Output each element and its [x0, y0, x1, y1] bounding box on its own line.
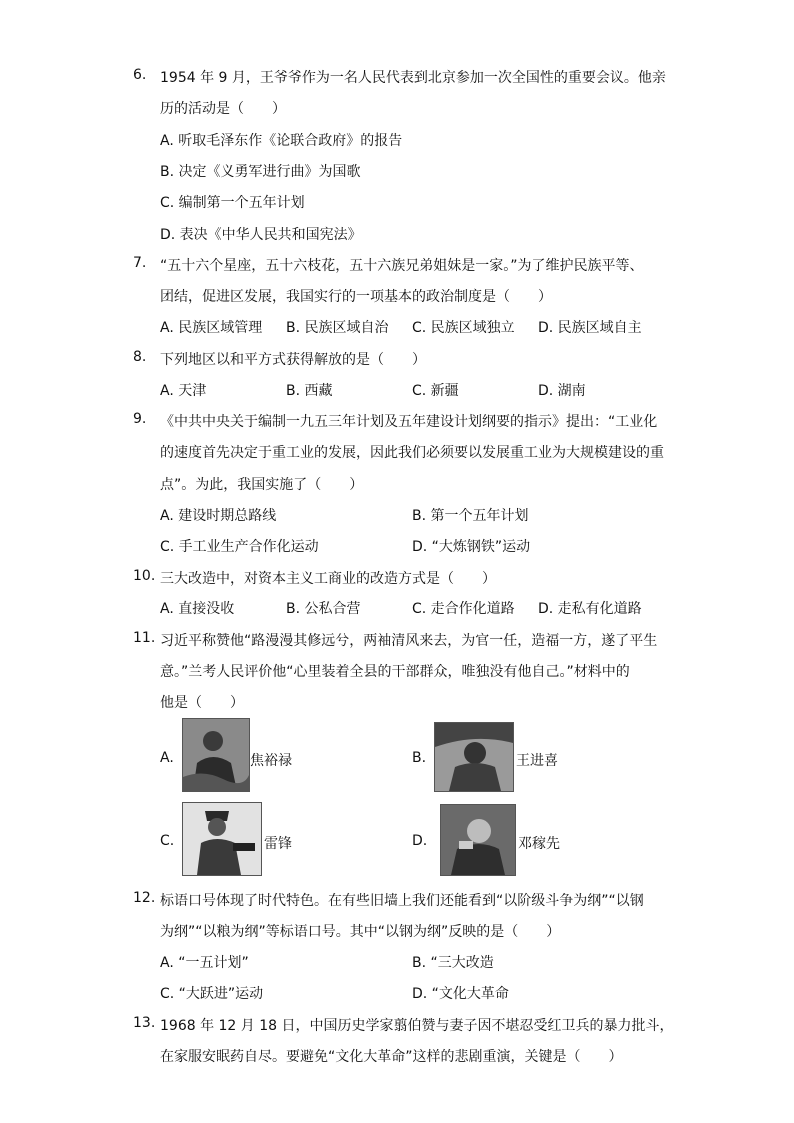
question-number: 11. — [133, 630, 156, 646]
option-a: A. 天津 — [160, 383, 207, 399]
question-text-line: 历的活动是（ ） — [160, 101, 286, 117]
portrait-photo-d — [440, 804, 516, 876]
option-b: B. — [412, 750, 427, 766]
option-a: A. 听取毛泽东作《论联合政府》的报告 — [160, 133, 403, 149]
option-c: C. 编制第一个五年计划 — [160, 195, 305, 211]
option-b: B. 民族区域自治 — [286, 320, 389, 336]
portrait-photo-c — [182, 802, 262, 876]
question-text-line: 《中共中央关于编制一九五三年计划及五年建设计划纲要的指示》提出：“工业化 — [160, 414, 658, 430]
option-b: B. 第一个五年计划 — [412, 508, 529, 524]
option-d: D. 民族区域自主 — [538, 320, 642, 336]
option-c: C. 新疆 — [412, 383, 459, 399]
photo-caption: 雷锋 — [264, 836, 292, 852]
option-d: D. 表决《中华人民共和国宪法》 — [160, 227, 362, 243]
option-c: C. “大跃进”运动 — [160, 986, 264, 1002]
option-d: D. 湖南 — [538, 383, 586, 399]
question-text-line: 团结，促进区发展，我国实行的一项基本的政治制度是（ ） — [160, 289, 552, 305]
portrait-photo-a — [182, 718, 250, 792]
question-number: 12. — [133, 890, 156, 906]
option-b: B. 公私合营 — [286, 601, 361, 617]
portrait-image — [183, 719, 249, 791]
question-text-line: 1968 年 12 月 18 日，中国历史学家翦伯赞与妻子因不堪忍受红卫兵的暴力批斗， — [160, 1018, 674, 1034]
question-number: 13. — [133, 1015, 156, 1031]
option-c: C. — [160, 833, 175, 849]
option-d: D. — [412, 833, 428, 849]
question-text-line: 点”。为此，我国实施了（ ） — [160, 477, 364, 493]
question-number: 9. — [133, 411, 147, 427]
option-d: D. “大炼钢铁”运动 — [412, 539, 531, 555]
question-number: 10. — [133, 568, 156, 584]
question-text-line: 三大改造中，对资本主义工商业的改造方式是（ ） — [160, 571, 496, 587]
option-b: B. 决定《义勇军进行曲》为国歌 — [160, 164, 361, 180]
photo-caption: 邓稼先 — [518, 836, 560, 852]
option-d: D. 走私有化道路 — [538, 601, 642, 617]
option-a: A. 建设时期总路线 — [160, 508, 277, 524]
portrait-image — [435, 723, 513, 791]
question-text-line: 他是（ ） — [160, 695, 244, 711]
portrait-image — [183, 803, 261, 875]
question-text-line: 的速度首先决定于重工业的发展，因此我们必须要以发展重工业为大规模建设的重 — [160, 445, 664, 461]
question-text-line: 在家服安眠药自尽。要避免“文化大革命”这样的悲剧重演，关键是（ ） — [160, 1049, 623, 1065]
option-a: A. “一五计划” — [160, 955, 249, 971]
portrait-image — [441, 805, 515, 875]
option-d: D. “文化大革命 — [412, 986, 509, 1002]
option-c: C. 手工业生产合作化运动 — [160, 539, 319, 555]
question-text-line: 习近平称赞他“路漫漫其修远兮，两袖清风来去，为官一任，造福一方，遂了平生 — [160, 633, 658, 649]
option-c: C. 民族区域独立 — [412, 320, 515, 336]
question-number: 7. — [133, 255, 147, 271]
question-text-line: 意。”兰考人民评价他“心里装着全县的干部群众，唯独没有他自己。”材料中的 — [160, 664, 630, 680]
question-number: 8. — [133, 349, 147, 365]
question-text-line: 1954 年 9 月，王爷爷作为一名人民代表到北京参加一次全国性的重要会议。他亲 — [160, 70, 666, 86]
question-text-line: “五十六个星座，五十六枝花，五十六族兄弟姐妹是一家。”为了维护民族平等、 — [160, 258, 644, 274]
question-text-line: 下列地区以和平方式获得解放的是（ ） — [160, 352, 426, 368]
portrait-photo-b — [434, 722, 514, 792]
question-text-line: 标语口号体现了时代特色。在有些旧墙上我们还能看到“以阶级斗争为纲”“以钢 — [160, 893, 644, 909]
question-number: 6. — [133, 67, 147, 83]
option-b: B. 西藏 — [286, 383, 333, 399]
option-a: A. 直接没收 — [160, 601, 235, 617]
photo-caption: 王进喜 — [516, 753, 558, 769]
question-text-line: 为纲”“以粮为纲”等标语口号。其中“以钢为纲”反映的是（ ） — [160, 924, 561, 940]
option-b: B. “三大改造 — [412, 955, 494, 971]
photo-caption: 焦裕禄 — [250, 753, 292, 769]
option-c: C. 走合作化道路 — [412, 601, 515, 617]
option-a: A. — [160, 750, 174, 766]
option-a: A. 民族区域管理 — [160, 320, 263, 336]
